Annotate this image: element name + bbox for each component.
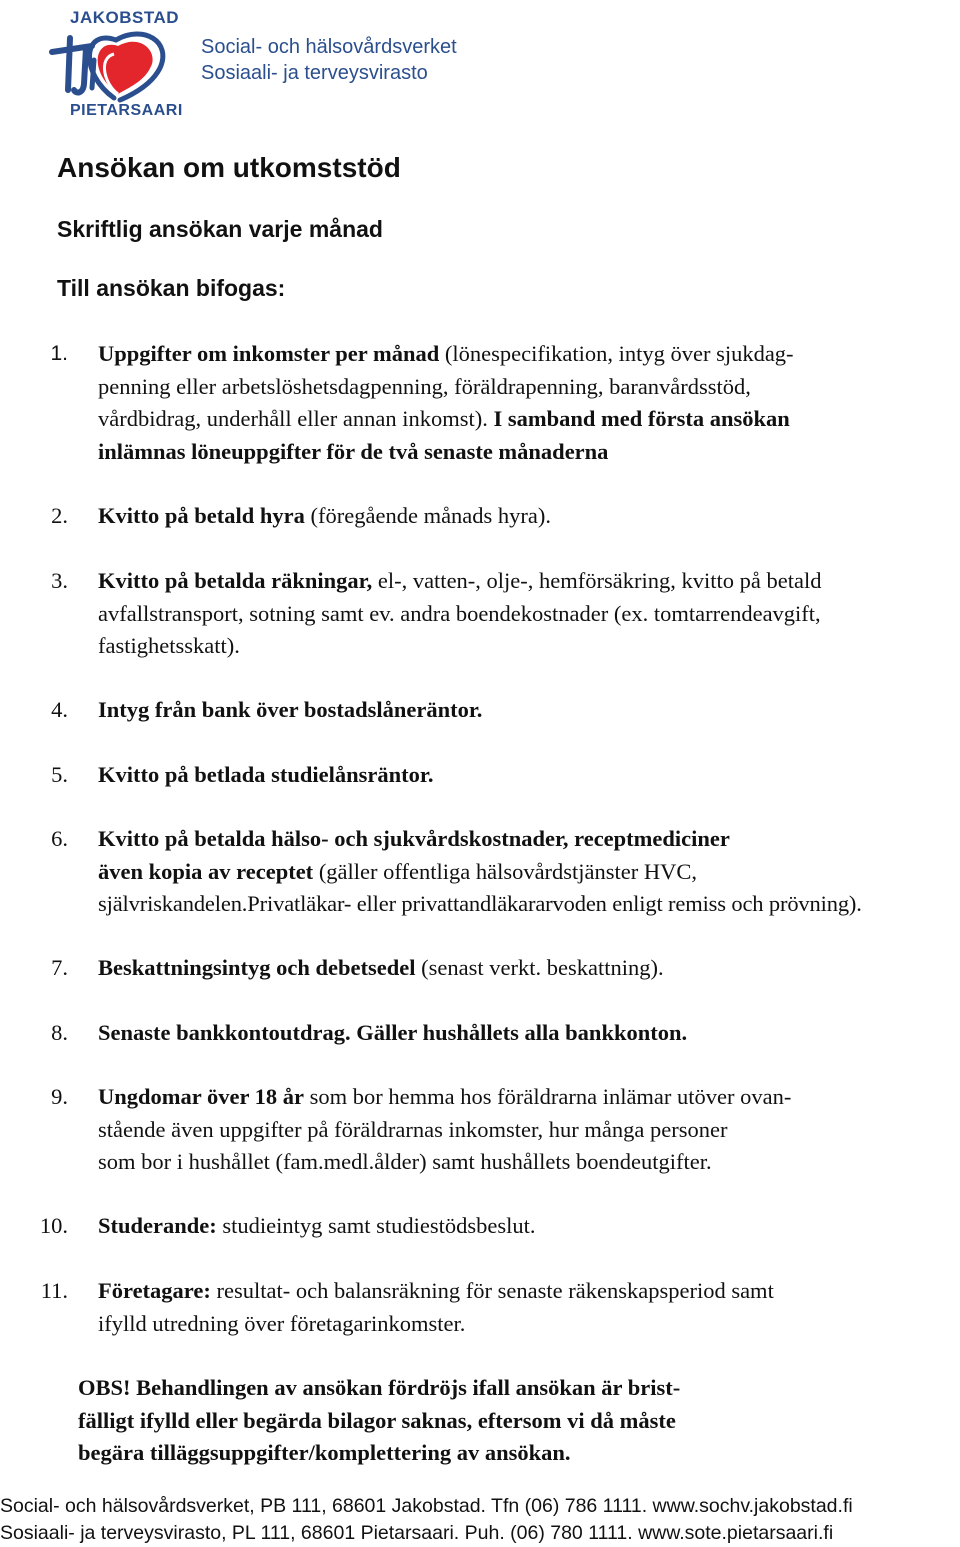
item-bold-text: I samband med första ansökan (493, 406, 790, 431)
item-text: självriskandelen.Privatläkar- eller privattandläkararvoden enligt remiss och prövning). (98, 891, 862, 916)
page-subtitle: Skriftlig ansökan varje månad (57, 216, 383, 242)
list-item-number: 2. (51, 503, 68, 528)
item-text: el-, vatten-, olje-, hemförsäkring, kvitto på betald (372, 568, 822, 593)
attachments-heading: Till ansökan bifogas: (57, 275, 286, 301)
item-text: studieintyg samt studiestödsbeslut. (216, 1213, 536, 1238)
list-item-number: 8. (51, 1020, 68, 1045)
item-bold-text: Kvitto på betalda räkningar, (98, 568, 373, 593)
item-text: stående även uppgifter på föräldrarnas inkomster, hur många personer (98, 1116, 728, 1142)
footer-finnish: Sosiaali- ja terveysvirasto, PL 111, 68601 Pietarsaari. Puh. (06) 780 1111. www.sote.pietarsaari.fi (0, 1522, 834, 1544)
item-bold-text: Senaste bankkontoutdrag. Gäller hushållets alla bankkonton. (98, 1020, 688, 1045)
item-bold-text: Företagare: (98, 1278, 211, 1303)
list-item-number: 5. (51, 762, 68, 787)
list-item-number: 4. (51, 697, 68, 722)
item-bold-text: Kvitto på betald hyra (98, 503, 305, 528)
list-item-number: 1. (50, 342, 68, 365)
list-item-number: 6. (51, 826, 68, 851)
list-item-number: 9. (51, 1084, 68, 1109)
heart-emblem-icon (48, 24, 188, 106)
item-text: fastighetsskatt). (98, 633, 240, 658)
item-text: (lönespecifikation, intyg över sjukdag- (439, 341, 794, 366)
list-item-number: 7. (51, 955, 68, 980)
item-text: som bor hemma hos föräldrarna inlämar utöver ovan- (304, 1084, 792, 1109)
list-item-number: 3. (51, 568, 68, 593)
item-text: vårdbidrag, underhåll eller annan inkomst). (98, 406, 494, 431)
item-bold-text: Beskattningsintyg och debetsedel (98, 955, 416, 980)
item-bold-text: Kvitto på betalda hälso- och sjukvårdskostnader, receptmediciner (98, 826, 730, 851)
org-name-finnish: Sosiaali- ja terveysvirasto (201, 62, 428, 84)
item-bold-text: inlämnas löneuppgifter för de två senaste månaderna (98, 438, 609, 464)
item-text: (föregående månads hyra). (304, 503, 552, 528)
item-text: (senast verkt. beskattning). (415, 955, 664, 980)
item-bold-text: Uppgifter om inkomster per månad (98, 341, 440, 366)
item-text: ifylld utredning över företagarinkomster. (98, 1310, 466, 1336)
item-bold-text: Studerande: (98, 1213, 217, 1238)
item-bold-text: Ungdomar över 18 år (98, 1084, 305, 1109)
page-title: Ansökan om utkomststöd (57, 152, 401, 183)
item-text: penning eller arbetslöshetsdagpenning, föräldrapenning, baranvårdsstöd, (98, 373, 751, 399)
logo-bottom-text: PIETARSAARI (70, 102, 183, 119)
item-text: (gäller offentliga hälsovårdstjänster HVC, (313, 858, 698, 884)
notice-line: begära tilläggsuppgifter/komplettering av ansökan. (78, 1440, 571, 1465)
notice-line: OBS! Behandlingen av ansökan fördröjs ifall ansökan är brist- (78, 1375, 681, 1400)
org-name-swedish: Social- och hälsovårdsverket (201, 36, 457, 58)
item-text: avfallstransport, sotning samt ev. andra boendekostnader (ex. tomtarrendeavgift, (98, 600, 821, 626)
item-text: resultat- och balansräkning för senaste räkenskapsperiod samt (210, 1278, 774, 1303)
organization-logo (48, 6, 488, 124)
list-item-number: 10. (39, 1213, 68, 1238)
item-text: som bor i hushållet (fam.medl.ålder) samt hushållets boendeutgifter. (98, 1149, 712, 1174)
notice-line: fälligt ifylld eller begärda bilagor saknas, eftersom vi då måste (78, 1407, 676, 1433)
footer-swedish: Social- och hälsovårdsverket, PB 111, 68601 Jakobstad. Tfn (06) 786 1111. www.sochv.jakobstad.fi (0, 1495, 853, 1517)
item-bold-text: även kopia av receptet (98, 858, 314, 884)
item-bold-text: Kvitto på betlada studielånsräntor. (98, 762, 434, 787)
list-item-number: 11. (40, 1278, 68, 1303)
notice-block (78, 1372, 680, 1470)
logo-top-text: JAKOBSTAD (70, 8, 180, 27)
item-bold-text: Intyg från bank över bostadslåneräntor. (98, 697, 483, 722)
